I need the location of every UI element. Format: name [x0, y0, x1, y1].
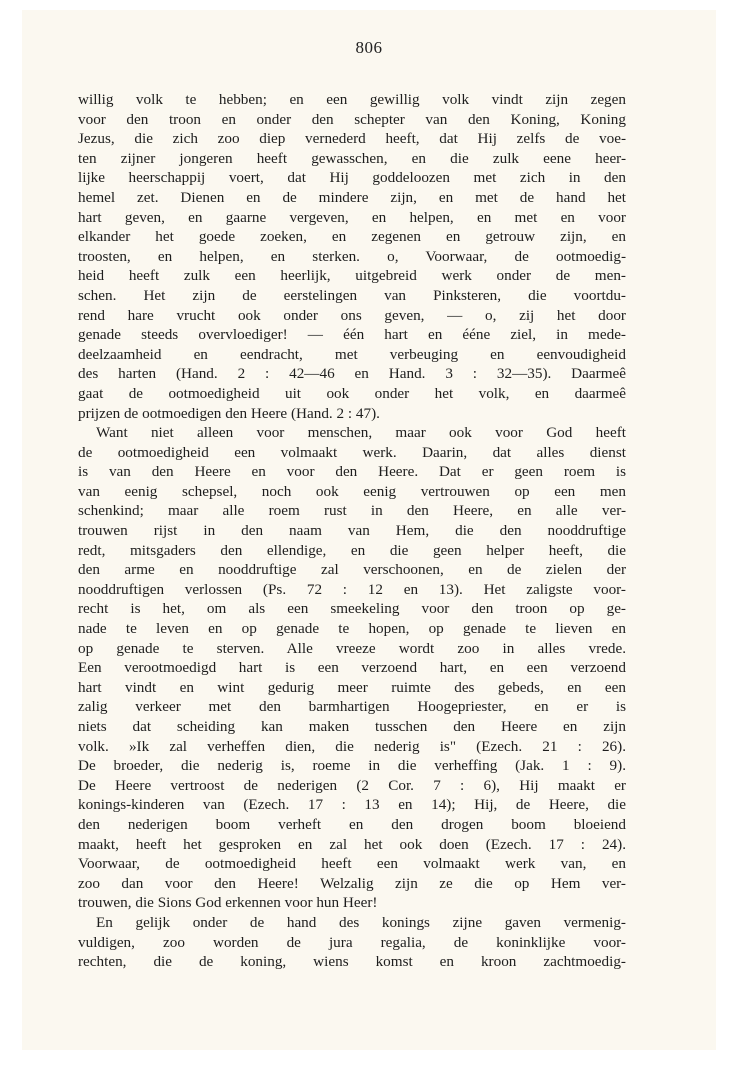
text-line: lijke heerschappij voert, dat Hij goddeloozen met zich in den	[78, 169, 626, 187]
text-line: op genade te sterven. Alle vreeze wordt zoo in alles vrede.	[78, 639, 626, 657]
text-line: deelzaamheid en eendracht, met verbeuging en eenvoudigheid	[78, 345, 626, 363]
text-line: gaat de ootmoedigheid uit ook onder het volk, en daarmeê	[78, 384, 626, 402]
text-line: voor den troon en onder den schepter van den Koning, Koning	[78, 110, 626, 128]
text-line: schen. Het zijn de eerstelingen van Pinksteren, die voortdu-	[78, 286, 626, 304]
text-line: maakt, heeft het gesproken en zal het ook doen (Ezech. 17 : 24).	[78, 835, 626, 853]
text-line: den nederigen boom verheft en den drogen boom bloeiend	[78, 815, 626, 833]
text-line: zoo dan voor den Heere! Welzalig zijn ze die op Hem ver-	[78, 874, 626, 892]
paragraph-start-line: Want niet alleen voor menschen, maar ook voor God heeft	[96, 424, 626, 442]
text-line: rend hare vrucht ook onder ons geven, — o, zij het door	[78, 306, 626, 324]
text-line: niets dat scheiding kan maken tusschen den Heere en zijn	[78, 718, 626, 735]
text-line: hemel zet. Dienen en de mindere zijn, en met de hand het	[78, 188, 626, 206]
paragraph-start-line: En gelijk onder de hand des konings zijne gaven vermenig-	[96, 913, 626, 931]
text-line: Jezus, die zich zoo diep vernederd heeft, dat Hij zelfs de voe-	[78, 130, 626, 148]
text-line: zalig verkeer met den barmhartigen Hoogepriester, en er is	[78, 698, 626, 716]
text-line: elkander het goede zoeken, en zegenen en getrouw zijn, en	[78, 228, 626, 246]
text-line: Voorwaar, de ootmoedigheid heeft een volmaakt werk van, en	[78, 855, 626, 873]
text-line: rechten, die de koning, wiens komst en kroon zachtmoedig-	[78, 953, 626, 971]
text-line: hart vindt en wint gedurig meer ruimte des gebeds, en een	[78, 678, 626, 696]
text-line: vuldigen, zoo worden de jura regalia, de koninklijke voor-	[78, 933, 626, 951]
text-line: Een verootmoedigd hart is een verzoend hart, en een verzoend	[78, 659, 626, 677]
text-line: den arme en nooddruftige zal verschoonen, en de zielen der	[78, 561, 626, 579]
text-line: heid heeft zulk een heerlijk, uitgebreid werk onder de men-	[78, 267, 626, 285]
text-line: recht is het, om als een smeekeling voor den troon op ge-	[78, 600, 626, 618]
page-number: 806	[355, 38, 383, 57]
text-line: genade steeds overvloediger! — één hart en ééne ziel, in mede-	[78, 326, 626, 344]
text-line: hart geven, en gaarne vergeven, en helpen, en met en voor	[78, 208, 626, 226]
text-line: volk. »Ik zal verheffen dien, die nederig is" (Ezech. 21 : 26).	[78, 737, 626, 755]
paragraph-end-line: prijzen de ootmoedigen den Heere (Hand. 2 : 47).	[78, 404, 380, 422]
text-line: van eenig schepsel, noch ook eenig vertrouwen op een men	[78, 482, 626, 500]
text-line: De broeder, die nederig is, roeme in die verheffing (Jak. 1 : 9).	[78, 757, 626, 775]
text-line: de ootmoedigheid een volmaakt werk. Daarin, dat alles dienst	[78, 443, 626, 461]
text-line: is van den Heere en voor den Heere. Dat er geen roem is	[78, 463, 626, 481]
text-line: nade te leven en op genade te hopen, op genade te lieven en	[78, 620, 626, 638]
text-line: ten zijner jongeren heeft gewasschen, en die zulk eene heer-	[78, 149, 626, 167]
text-line: des harten (Hand. 2 : 42—46 en Hand. 3 : 32—35). Daarmeê	[78, 365, 626, 383]
paragraph-end-line: trouwen, die Sions God erkennen voor hun Heer!	[78, 894, 378, 912]
text-line: troosten, en helpen, en sterken. o, Voorwaar, de ootmoedig-	[78, 247, 626, 265]
text-line: schenkind; maar alle roem rust in den Heere, en alle ver-	[78, 502, 626, 520]
text-line: willig volk te hebben; en een gewillig volk vindt zijn zegen	[78, 91, 626, 108]
text-line: nooddruftigen verlossen (Ps. 72 : 12 en 13). Het zaligste voor-	[78, 580, 626, 598]
text-line: trouwen rijst in den naam van Hem, die den nooddruftige	[78, 522, 626, 540]
text-line: De Heere vertroost de nederigen (2 Cor. 7 : 6), Hij maakt er	[78, 776, 626, 794]
body-text	[78, 90, 626, 972]
text-line: konings-kinderen van (Ezech. 17 : 13 en 14); Hij, de Heere, die	[78, 796, 626, 814]
text-line: redt, mitsgaders den ellendige, en die geen helper heeft, die	[78, 541, 626, 559]
